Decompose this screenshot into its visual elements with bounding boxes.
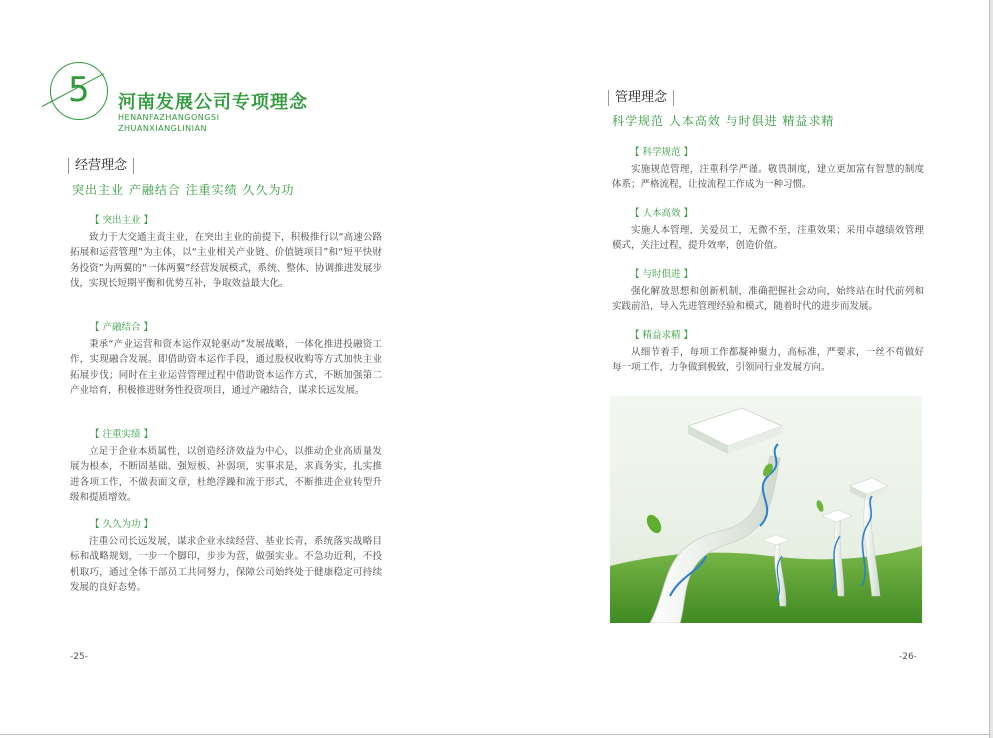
- page-edge-bottom: [0, 734, 990, 735]
- item-tag: 【 人本高效 】: [630, 208, 694, 219]
- item-text: 实施规范管理，注重科学严谨。敬畏制度，建立更加富有智慧的制度体系；严格流程，让按流程工作成为一种习惯。: [612, 164, 924, 191]
- page-number-right: -26-: [899, 652, 917, 662]
- left-section-title: 经营理念: [68, 158, 134, 174]
- item-tag: 【 精益求精 】: [630, 330, 694, 341]
- chapter-pinyin-line-1: HENANFAZHANGONGSI: [118, 113, 220, 122]
- item-text: 注重公司长远发展，谋求企业永续经营、基业长青，系统落实战略目标和战略规划，一步一个脚印，步步为营，做强实业。不急功近利，不投机取巧，通过全体干部员工共同努力，保障公司始终处于健康稳定可持续发展的良好态势。: [70, 536, 382, 593]
- item-tag: 【 产融结合 】: [90, 322, 154, 333]
- item-text: 立足于企业本质属性，以创造经济效益为中心，以推动企业高质量发展为根本，不断固基础、强短板、补弱项，实事求是，求真务实，扎实推进各项工作，不做表面文章，杜绝浮躁和流于形式，不断推进企业转型升级和提质增效。: [70, 446, 382, 503]
- item-tag: 【 与时俱进 】: [630, 269, 694, 280]
- item-tag: 【 久久为功 】: [90, 519, 154, 530]
- item-text: 从细节着手，每项工作都凝神聚力，高标准，严要求，一丝不苟做好每一项工作，力争做到极致，引领同行业发展方向。: [612, 347, 924, 374]
- chapter-pinyin-line-2: ZHUANXIANGLINIAN: [118, 124, 207, 133]
- chapter-number: 5: [68, 70, 90, 110]
- item-tag: 【 科学规范 】: [630, 147, 694, 158]
- right-item-1: [612, 146, 924, 193]
- left-item-3: [70, 428, 382, 505]
- concept-illustration: [610, 396, 922, 623]
- item-tag: 【 注重实绩 】: [90, 429, 154, 440]
- item-text: 秉承“产业运营和资本运作双轮驱动”发展战略，一体化推进投融资工作，实现融合发展。即借助资本运作手段，通过股权收购等方式加快主业拓展步伐；同时在主业运营管理过程中借助资本运作方式，不断加强第二产业培育，积极推进财务性投资项目，通过产融结合，谋求长远发展。: [70, 339, 382, 396]
- item-text: 实施人本管理，关爱员工，无微不至，注重效果；采用卓越绩效管理模式，关注过程，提升效率，创造价值。: [612, 225, 924, 252]
- page-number-left: -25-: [70, 652, 88, 662]
- right-section-subtitle: 科学规范 人本高效 与时俱进 精益求精: [612, 114, 835, 128]
- chapter-pinyin: [118, 112, 219, 134]
- left-item-1: [70, 214, 382, 291]
- chapter-title: 河南发展公司专项理念: [118, 92, 308, 113]
- item-text: 致力于大交通主责主业，在突出主业的前提下，积极推行以“高速公路拓展和运营管理”为主体，以“主业相关产业链、价值链项目”和“短平快财务投资”为两翼的“一体两翼”经营发展模式，系统、整体、协调推进发展步伐，实现长短期平衡和优势互补，争取效益最大化。: [70, 232, 382, 289]
- left-item-2: [70, 321, 382, 398]
- item-tag: 【 突出主业 】: [90, 215, 154, 226]
- right-item-2: [612, 207, 924, 254]
- right-item-3: [612, 268, 924, 315]
- right-section-title: 管理理念: [608, 90, 674, 106]
- illustration-svg: [610, 396, 922, 623]
- right-item-4: [612, 329, 924, 376]
- left-item-4: [70, 518, 382, 595]
- left-section-subtitle: 突出主业 产融结合 注重实绩 久久为功: [72, 183, 295, 197]
- item-text: 强化解放思想和创新机制，准确把握社会动向，始终站在时代前列和实践前沿，导入先进管理经验和模式，随着时代的进步而发展。: [612, 286, 924, 313]
